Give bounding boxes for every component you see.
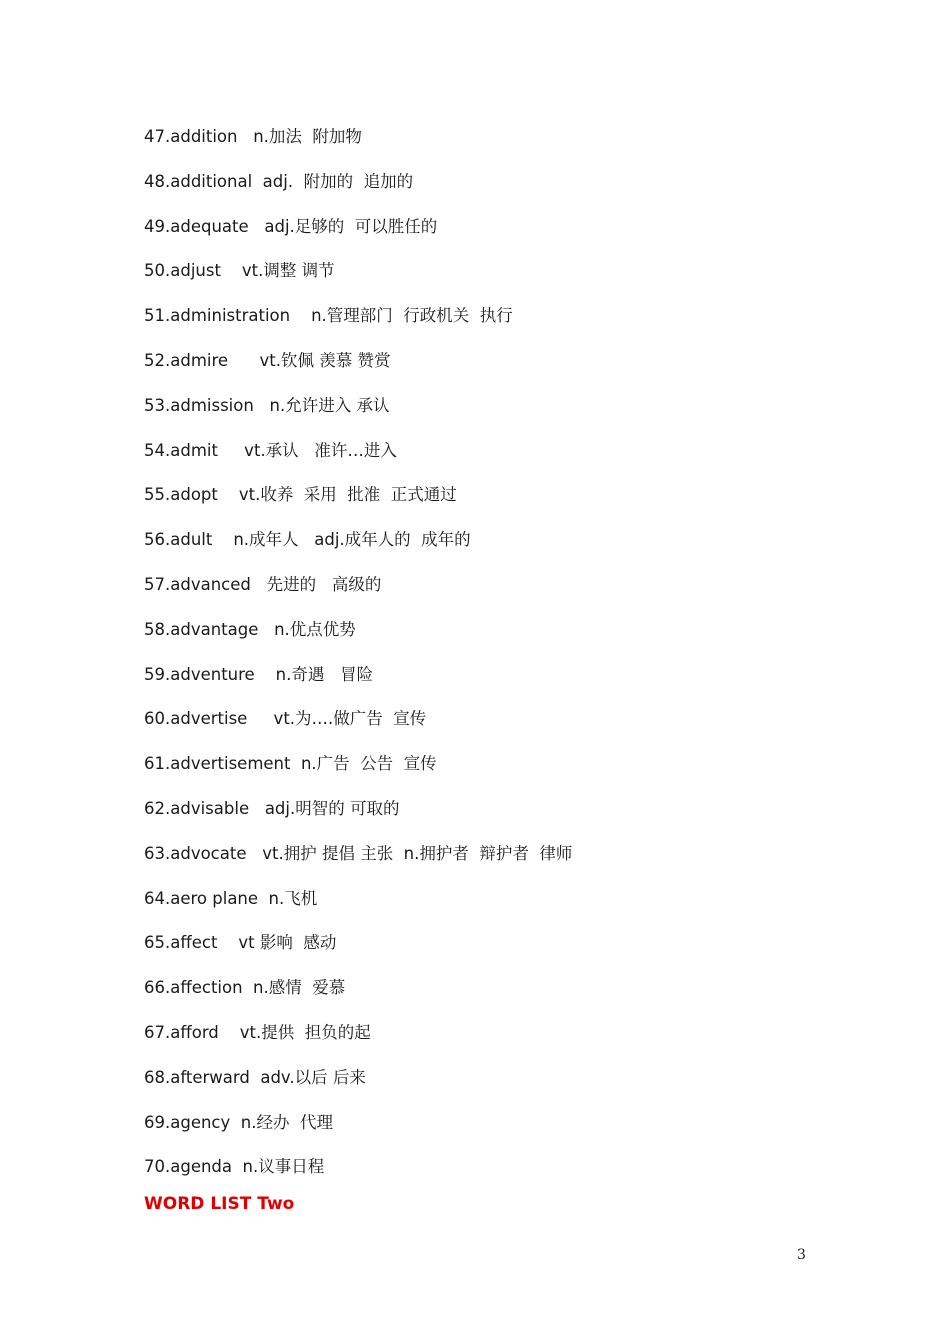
word-entry: 54.admit vt.承认 准许…进入 bbox=[144, 440, 397, 460]
word-entry: 59.adventure n.奇遇 冒险 bbox=[144, 664, 374, 684]
word-entry: 52.admire vt.钦佩 羡慕 赞赏 bbox=[144, 350, 391, 370]
word-entry: 56.adult n.成年人 adj.成年人的 成年的 bbox=[144, 530, 471, 550]
word-entry: 61.advertisement n.广告 公告 宣传 bbox=[144, 754, 437, 774]
word-entry: 63.advocate vt.拥护 提倡 主张 n.拥护者 辩护者 律师 bbox=[144, 843, 573, 863]
word-entry: 48.additional adj. 附加的 追加的 bbox=[144, 171, 414, 191]
word-entry: 69.agency n.经办 代理 bbox=[144, 1112, 333, 1132]
word-entry: 47.addition n.加法 附加物 bbox=[144, 127, 362, 146]
word-entry: 53.admission n.允许进入 承认 bbox=[144, 395, 390, 415]
page-number: 3 bbox=[797, 1247, 806, 1263]
word-entry: 62.advisable adj.明智的 可取的 bbox=[144, 798, 400, 818]
word-entry: 64.aero plane n.飞机 bbox=[144, 888, 318, 908]
word-entry: 51.administration n.管理部门 行政机关 执行 bbox=[144, 306, 513, 326]
word-entry: 65.affect vt 影响 感动 bbox=[144, 933, 337, 953]
section-heading: WORD LIST Two bbox=[144, 1194, 295, 1214]
word-entry: 60.advertise vt.为….做广告 宣传 bbox=[144, 709, 427, 729]
word-entry: 50.adjust vt.调整 调节 bbox=[144, 261, 335, 281]
word-entry: 58.advantage n.优点优势 bbox=[144, 619, 356, 639]
word-list bbox=[144, 124, 572, 1199]
word-entry: 70.agenda n.议事日程 bbox=[144, 1157, 325, 1177]
word-entry: 66.affection n.感情 爱慕 bbox=[144, 978, 346, 998]
word-entry: 57.advanced 先进的 高级的 bbox=[144, 574, 382, 594]
word-entry: 67.afford vt.提供 担负的起 bbox=[144, 1022, 371, 1042]
word-entry: 49.adequate adj.足够的 可以胜任的 bbox=[144, 216, 438, 236]
word-entry: 55.adopt vt.收养 采用 批准 正式通过 bbox=[144, 485, 457, 505]
word-entry: 68.afterward adv.以后 后来 bbox=[144, 1067, 366, 1087]
